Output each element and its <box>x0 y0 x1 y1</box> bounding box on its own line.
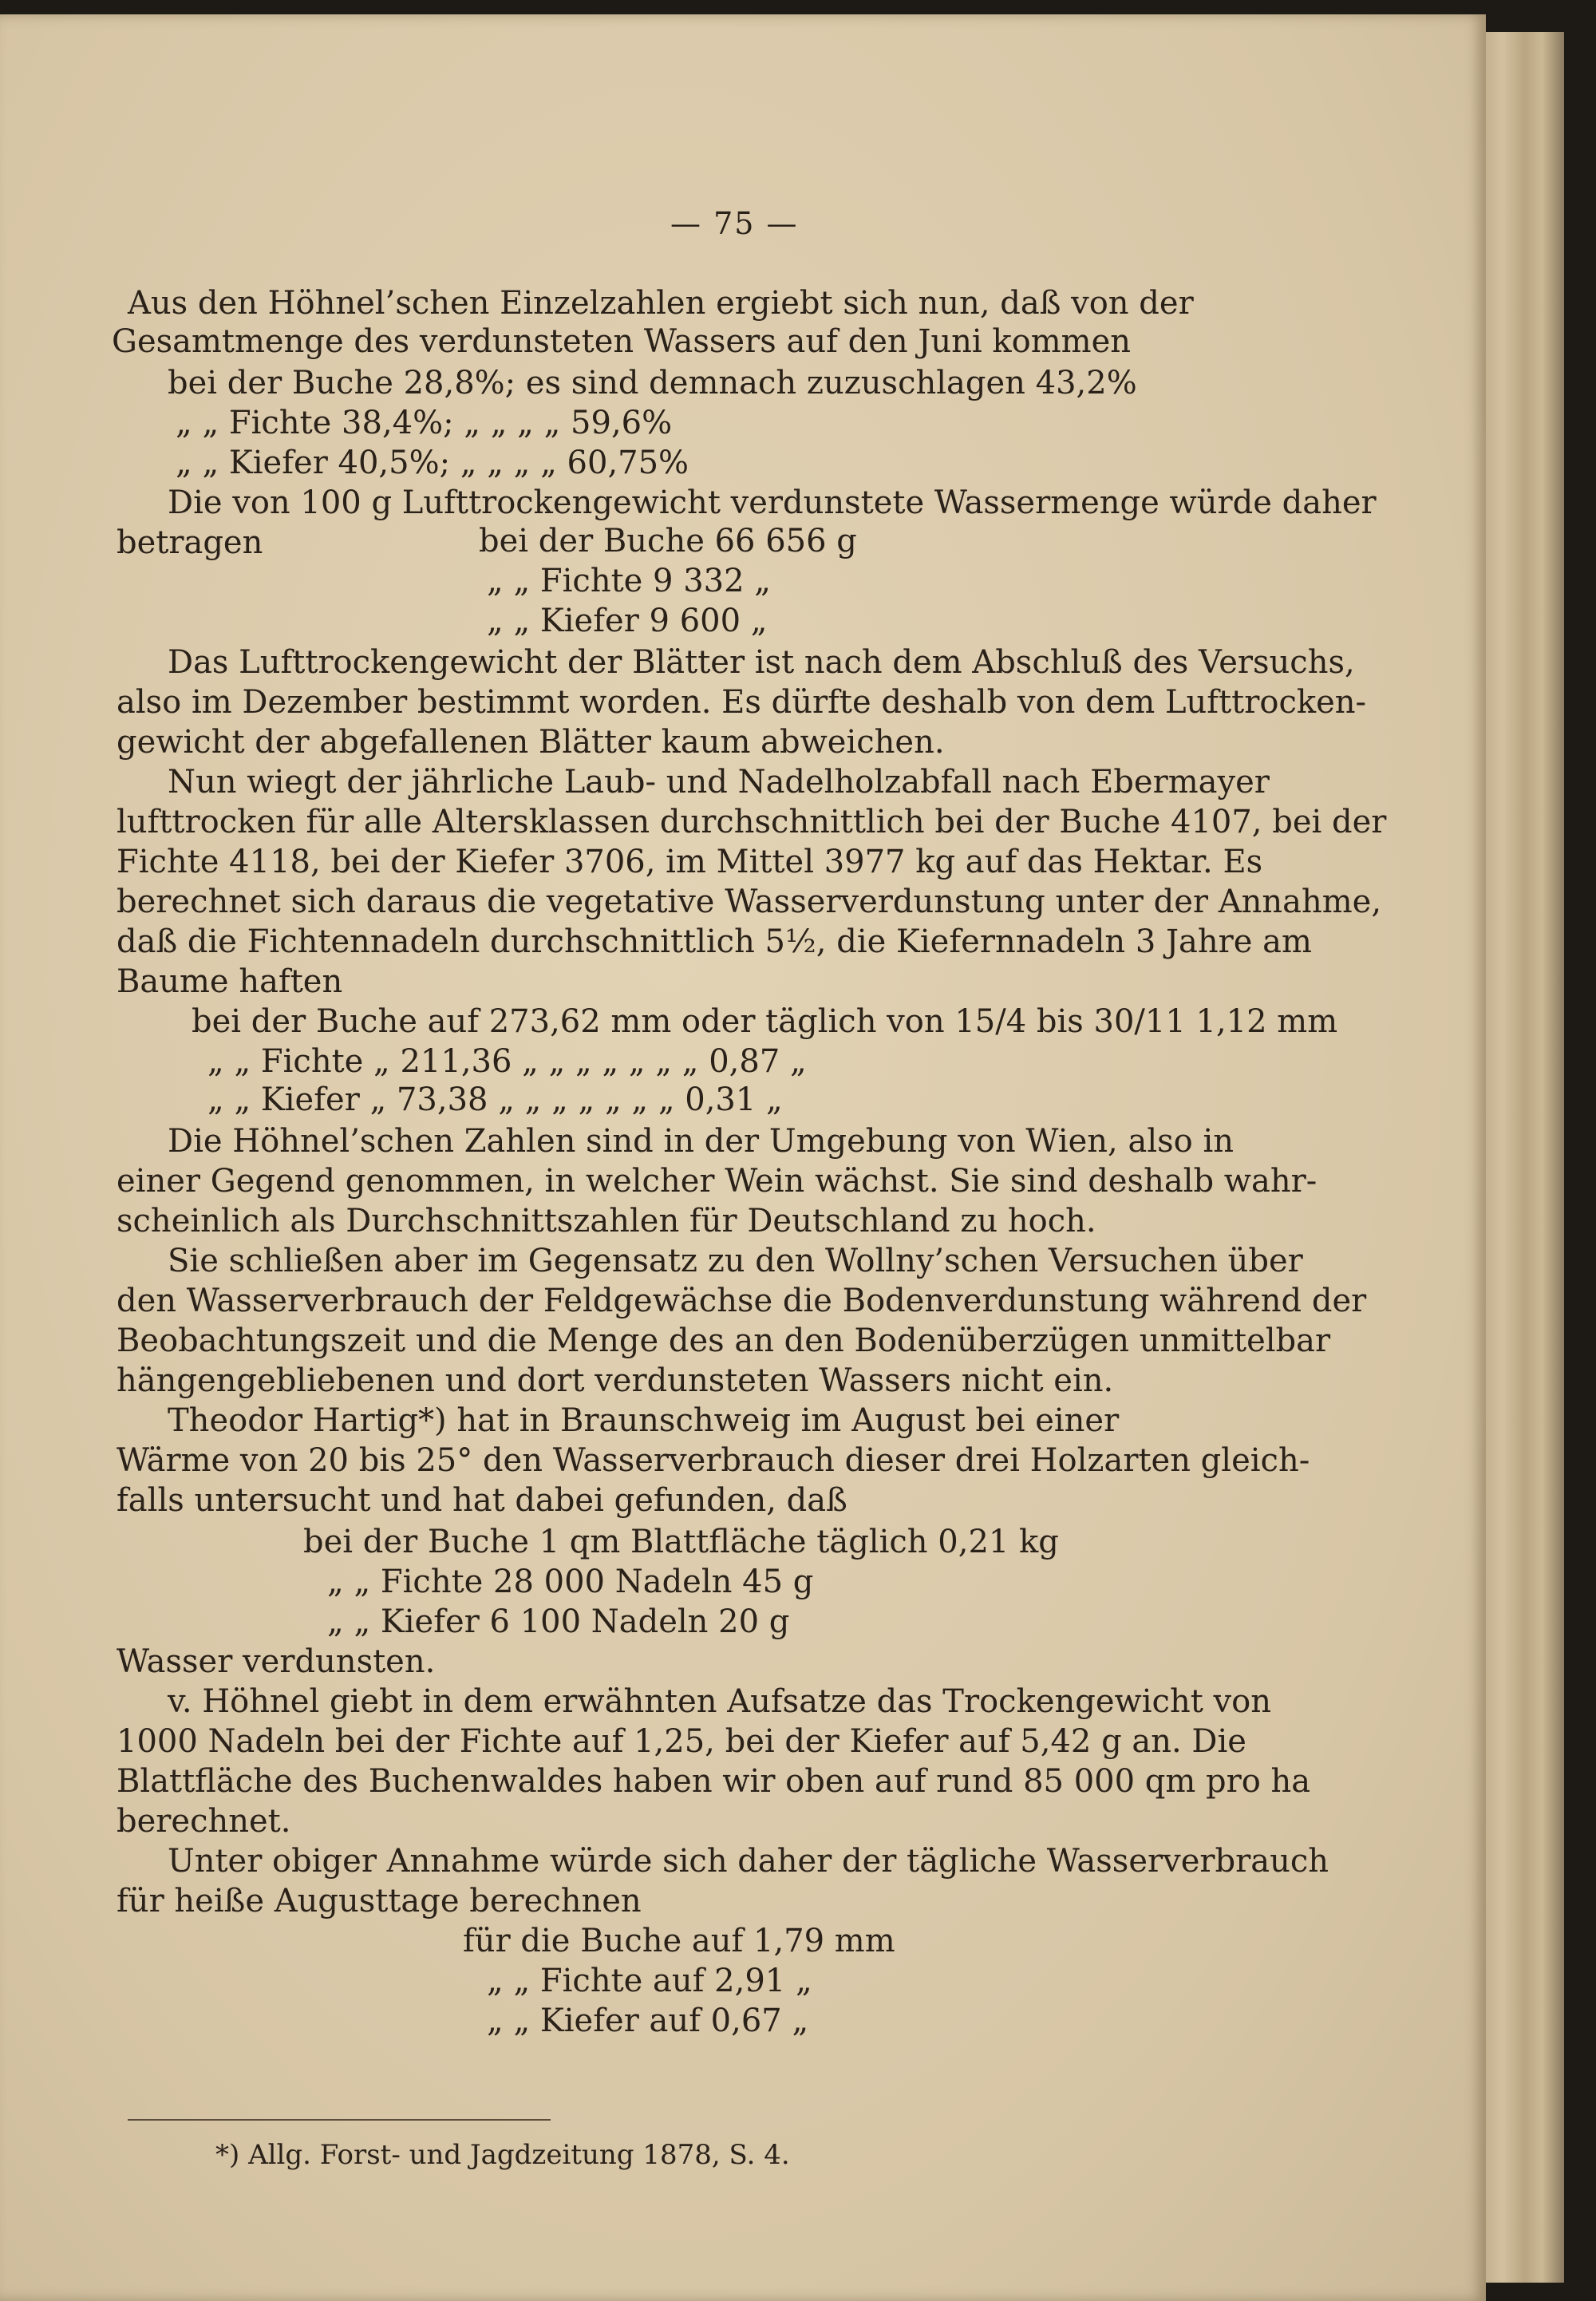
text-line: daß die Fichtennadeln durchschnittlich 5½, die Kiefernnadeln 3 Jahre am <box>117 923 1312 960</box>
text-line: „ „ Fichte 9 332 „ <box>487 563 771 599</box>
text-line: „ „ Kiefer auf 0,67 „ <box>487 2003 809 2039</box>
text-line: „ „ Kiefer 9 600 „ <box>487 603 768 639</box>
text-line: also im Dezember bestimmt worden. Es dürfte deshalb von dem Lufttrocken- <box>117 684 1367 721</box>
text-line: Wasser verdunsten. <box>117 1643 436 1680</box>
footnote: *) Allg. Forst- und Jagdzeitung 1878, S. 4. <box>215 2139 790 2171</box>
page-edge <box>1476 32 1564 2283</box>
text-line: Die von 100 g Lufttrockengewicht verdunstete Wassermenge würde daher <box>168 484 1377 521</box>
text-line: gewicht der abgefallenen Blätter kaum abweichen. <box>117 724 945 761</box>
text-line: Das Lufttrockengewicht der Blätter ist nach dem Abschluß des Versuchs, <box>168 644 1355 681</box>
text-line: Die Höhnel’schen Zahlen sind in der Umgebung von Wien, also in <box>168 1123 1234 1160</box>
text-line: Fichte 4118, bei der Kiefer 3706, im Mittel 3977 kg auf das Hektar. Es <box>117 844 1263 880</box>
text-line: berechnet. <box>117 1803 291 1840</box>
text-line: betragen <box>117 524 263 561</box>
text-line: scheinlich als Durchschnittszahlen für Deutschland zu hoch. <box>117 1203 1096 1239</box>
text-line: „ „ Kiefer 6 100 Nadeln 20 g <box>327 1603 790 1640</box>
text-line: falls untersucht und hat dabei gefunden, daß <box>117 1482 847 1519</box>
text-line: „ „ Kiefer 40,5%; „ „ „ „ 60,75% <box>176 445 689 481</box>
text-line: Unter obiger Annahme würde sich daher der tägliche Wasserverbrauch <box>168 1843 1329 1880</box>
text-line: Beobachtungszeit und die Menge des an den Bodenüberzügen unmittelbar <box>117 1322 1331 1359</box>
text-line: v. Höhnel giebt in dem erwähnten Aufsatze das Trockengewicht von <box>168 1683 1271 1720</box>
text-line: Theodor Hartig*) hat in Braunschweig im August bei einer <box>168 1402 1120 1439</box>
text-line: Gesamtmenge des verdunsteten Wassers auf den Juni kommen <box>112 323 1132 360</box>
text-line: Nun wiegt der jährliche Laub- und Nadelholzabfall nach Ebermayer <box>168 764 1270 801</box>
page-number: — 75 — <box>670 206 799 241</box>
text-line: Blattfläche des Buchenwaldes haben wir oben auf rund 85 000 qm pro ha <box>117 1763 1311 1800</box>
text-line: „ „ Kiefer „ 73,38 „ „ „ „ „ „ „ 0,31 „ <box>207 1081 783 1118</box>
text-line: bei der Buche 28,8%; es sind demnach zuzuschlagen 43,2% <box>168 365 1137 401</box>
text-line: „ „ Fichte „ 211,36 „ „ „ „ „ „ „ 0,87 „ <box>207 1043 807 1080</box>
text-line: „ „ Fichte auf 2,91 „ <box>487 1963 812 1999</box>
footnote-rule <box>128 2119 551 2121</box>
text-line: Wärme von 20 bis 25° den Wasserverbrauch dieser drei Holzarten gleich- <box>117 1442 1310 1479</box>
text-line: „ „ Fichte 38,4%; „ „ „ „ 59,6% <box>176 405 673 441</box>
text-line: den Wasserverbrauch der Feldgewächse die Bodenverdunstung während der <box>117 1283 1367 1319</box>
text-line: bei der Buche 1 qm Blattfläche täglich 0,21 kg <box>303 1524 1059 1560</box>
text-line: „ „ Fichte 28 000 Nadeln 45 g <box>327 1564 814 1600</box>
text-line: berechnet sich daraus die vegetative Wasserverdunstung unter der Annahme, <box>117 884 1382 920</box>
text-line: Aus den Höhnel’schen Einzelzahlen ergiebt sich nun, daß von der <box>128 285 1194 322</box>
book-page <box>0 14 1486 2301</box>
text-line: Sie schließen aber im Gegensatz zu den Wollny’schen Versuchen über <box>168 1243 1303 1279</box>
text-line: hängengebliebenen und dort verdunsteten Wassers nicht ein. <box>117 1362 1114 1399</box>
text-line: bei der Buche auf 273,62 mm oder täglich von 15/4 bis 30/11 1,12 mm <box>192 1003 1338 1040</box>
text-line: einer Gegend genommen, in welcher Wein wächst. Sie sind deshalb wahr- <box>117 1163 1317 1200</box>
text-line: 1000 Nadeln bei der Fichte auf 1,25, bei der Kiefer auf 5,42 g an. Die <box>117 1723 1246 1760</box>
text-line: bei der Buche 66 656 g <box>479 523 857 559</box>
text-line: lufttrocken für alle Altersklassen durchschnittlich bei der Buche 4107, bei der <box>117 804 1387 840</box>
text-line: für die Buche auf 1,79 mm <box>463 1923 895 1959</box>
text-line: Baume haften <box>117 963 343 1000</box>
text-line: für heiße Augusttage berechnen <box>117 1883 642 1919</box>
